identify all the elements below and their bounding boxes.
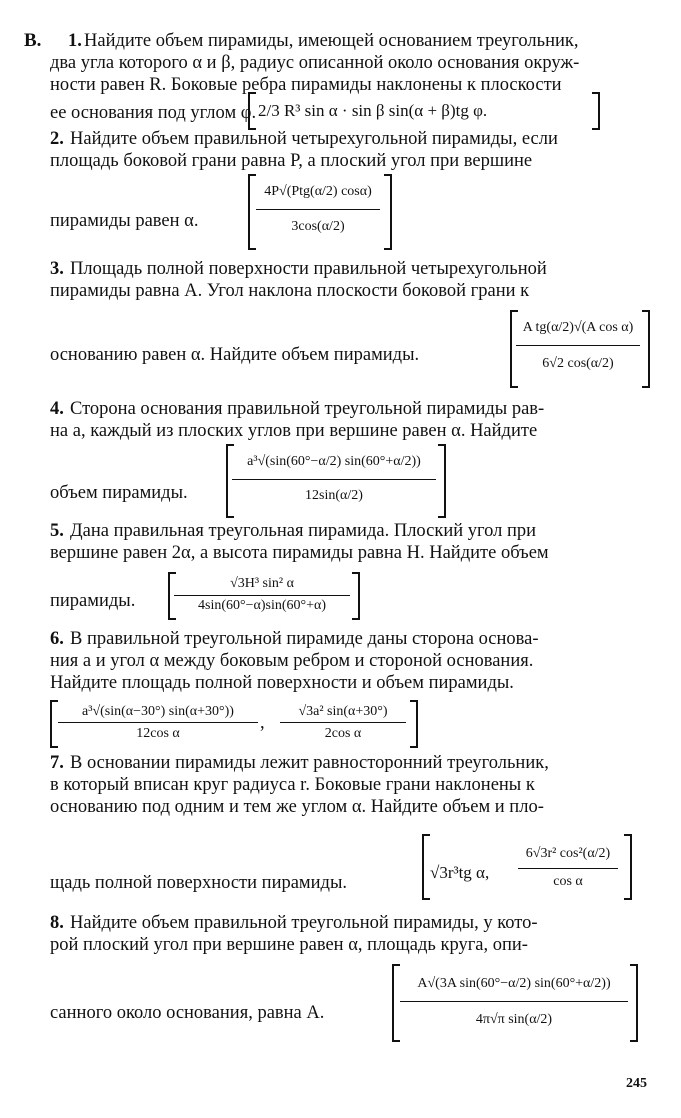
answer-numerator: a³√(sin(α−30°) sin(α+30°)): [82, 704, 234, 719]
answer-numerator: A√(3A sin(60°−α/2) sin(60°+α/2)): [417, 976, 611, 991]
fraction-bar: [280, 722, 406, 723]
problem-text-line: в который вписан круг радиуса r. Боковые грани наклонены к: [50, 775, 535, 795]
left-bracket: [422, 834, 430, 900]
problem-text-line: Найдите объем правильной треугольной пирамиды, у кото-: [70, 913, 538, 933]
answer-denominator: 3cos(α/2): [291, 219, 345, 234]
right-bracket: [624, 834, 632, 900]
right-bracket: [438, 444, 446, 518]
problem-number: 8.: [50, 913, 64, 933]
fraction-bar: [400, 1001, 628, 1002]
problem-text-line: ее основания под углом φ.: [50, 103, 257, 123]
fraction-bar: [516, 345, 640, 346]
problem-text-line: В правильной треугольной пирамиде даны сторона основа-: [70, 629, 539, 649]
problem-number: 6.: [50, 629, 64, 649]
right-bracket: [410, 700, 418, 748]
answer-numerator: 6√3r² cos²(α/2): [525, 846, 611, 861]
left-bracket: [392, 964, 400, 1042]
problem-text-line: санного около основания, равна A.: [50, 1003, 325, 1023]
problem-text-line: Площадь полной поверхности правильной четырехугольной: [70, 259, 547, 279]
right-bracket: [592, 92, 600, 130]
fraction-bar: [256, 209, 380, 210]
fraction-bar: [174, 595, 350, 596]
answer-denominator: 12cos α: [136, 726, 180, 741]
problem-text-line: Дана правильная треугольная пирамида. Плоский угол при: [70, 521, 537, 541]
right-bracket: [352, 572, 360, 620]
fraction-bar: [232, 479, 436, 480]
right-bracket: [384, 174, 392, 250]
answer-numerator: √3a² sin(α+30°): [298, 704, 388, 719]
problem-text-line: ния a и угол α между боковым ребром и стороной основания.: [50, 651, 534, 671]
problem-text-line: вершине равен 2α, а высота пирамиды равна H. Найдите объем: [50, 543, 549, 563]
problem-text-line: основанию под одним и тем же углом α. Найдите объем и пло-: [50, 797, 544, 817]
problem-text-line: объем пирамиды.: [50, 483, 188, 503]
answer-denominator: cos α: [553, 874, 583, 889]
problem-text-line: Сторона основания правильной треугольной пирамиды рав-: [70, 399, 545, 419]
problem-text-line: В основании пирамиды лежит равносторонний треугольник,: [70, 753, 549, 773]
problem-number: 5.: [50, 521, 64, 541]
problem-text-line: щадь полной поверхности пирамиды.: [50, 873, 348, 893]
answer-formula: √3r³tg α,: [430, 863, 490, 882]
problem-text-line: два угла которого α и β, радиус описанной около основания окруж-: [50, 53, 580, 73]
answer-formula: 2/3 R³ sin α · sin β sin(α + β)tg φ.: [258, 101, 488, 120]
left-bracket: [50, 700, 58, 748]
fraction-bar: [58, 722, 258, 723]
problem-text-line: Найдите объем правильной четырехугольной пирамиды, если: [70, 129, 558, 149]
left-bracket: [248, 92, 256, 130]
problem-text-line: площадь боковой грани равна P, а плоский угол при вершине: [50, 151, 533, 171]
problem-text-line: ности равен R. Боковые ребра пирамиды наклонены к плоскости: [50, 75, 562, 95]
problem-number: 4.: [50, 399, 64, 419]
right-bracket: [630, 964, 638, 1042]
problem-text-line: основанию равен α. Найдите объем пирамиды.: [50, 345, 420, 365]
problem-text-line: на a, каждый из плоских углов при вершине равен α. Найдите: [50, 421, 538, 441]
answer-denominator: 6√2 cos(α/2): [542, 356, 614, 371]
answer-numerator: √3H³ sin² α: [230, 576, 294, 591]
left-bracket: [248, 174, 256, 250]
problem-number: 7.: [50, 753, 64, 773]
problem-number: 3.: [50, 259, 64, 279]
answer-numerator: A tg(α/2)√(A cos α): [522, 320, 634, 335]
answer-denominator: 2cos α: [324, 726, 362, 741]
problem-text-line: пирамиды.: [50, 591, 136, 611]
answer-numerator: 4P√(Ptg(α/2) cosα): [264, 184, 372, 199]
fraction-bar: [518, 868, 618, 869]
page-number: 245: [626, 1076, 647, 1091]
problem-text-line: Найдите площадь полной поверхности и объем пирамиды.: [50, 673, 514, 693]
section-label: B.: [24, 30, 42, 51]
answer-separator: ,: [260, 713, 265, 733]
right-bracket: [642, 310, 650, 388]
problem-text-line: пирамиды равен α.: [50, 211, 199, 231]
problem-text-line: рой плоский угол при вершине равен α, площадь круга, опи-: [50, 935, 528, 955]
answer-denominator: 4sin(60°−α)sin(60°+α): [198, 598, 326, 613]
answer-denominator: 4π√π sin(α/2): [475, 1012, 553, 1027]
problem-number: 1.: [68, 31, 82, 51]
answer-denominator: 12sin(α/2): [305, 488, 363, 503]
problem-text-line: Найдите объем пирамиды, имеющей основанием треугольник,: [84, 31, 579, 51]
problem-text-line: пирамиды равна A. Угол наклона плоскости боковой грани к: [50, 281, 530, 301]
answer-numerator: a³√(sin(60°−α/2) sin(60°+α/2)): [247, 454, 421, 469]
problem-number: 2.: [50, 129, 64, 149]
